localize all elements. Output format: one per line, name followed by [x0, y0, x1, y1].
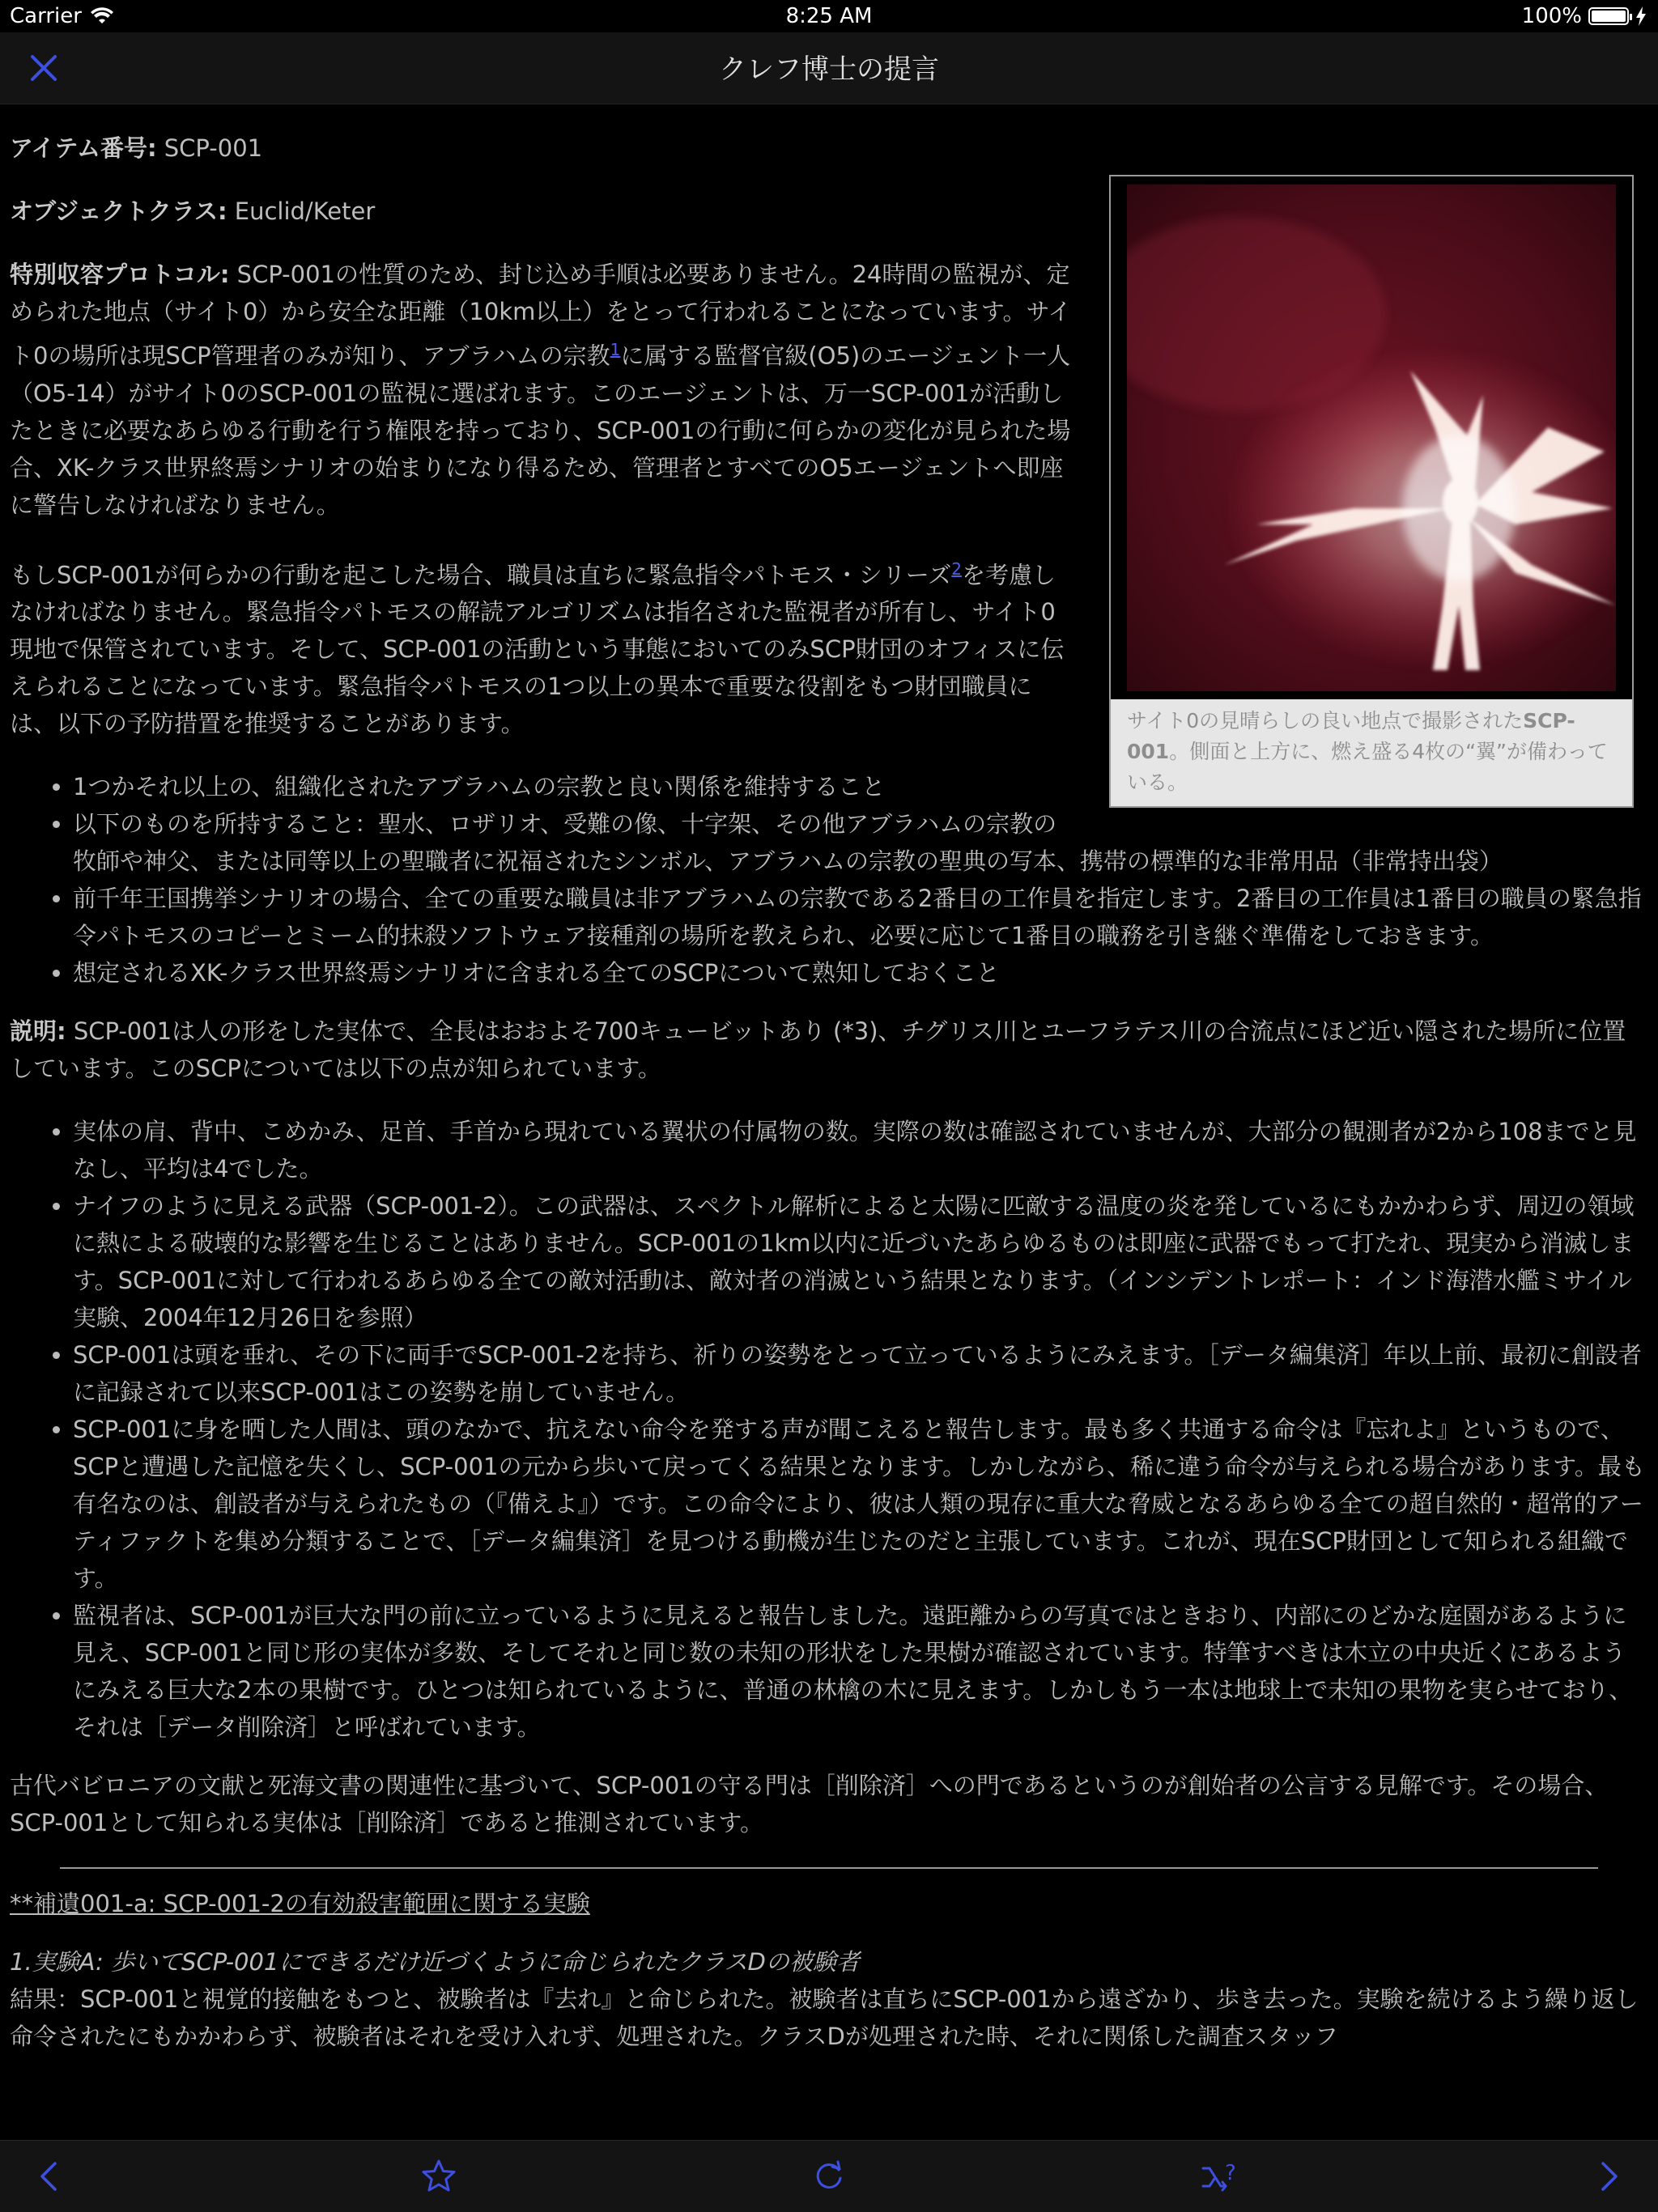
page-title: クレフ博士の提言 — [719, 53, 939, 86]
winged-figure-image — [1127, 185, 1616, 691]
footnote-link-1[interactable]: 1 — [610, 340, 621, 359]
figure-caption: サイト0の見晴らしの良い地点で撮影されたSCP-001。側面と上方に、燃え盛る4枚の“翼”が備わっている。 — [1111, 699, 1632, 806]
random-icon — [1198, 2155, 1240, 2197]
forward-button[interactable] — [1587, 2155, 1629, 2197]
reload-button[interactable] — [808, 2155, 850, 2197]
bottom-toolbar — [0, 2140, 1658, 2212]
carrier-label: Carrier — [10, 4, 82, 28]
footnote-link-2[interactable]: 2 — [951, 558, 963, 579]
article-figure — [1109, 175, 1634, 808]
list-item: • 監視者は、SCP-001が巨大な門の前に立っているように見えると報告しました。遠距離からの写真ではときおり、内部にのどかな庭園があるように見え、SCP-001と同じ形の実体が多数、そしてそれと同じ数の未知の形状をした果樹が確認されています。特筆すべきは木立の中央近くにあるようにみえる巨大な2本の果樹です。ひとつは知られているように、普通の林檎の木に見えます。しかしもう一本は地球上で未知の果物を実らせており、それは［データ削除済］と呼ばれています。 — [73, 1597, 1648, 1746]
section-divider — [60, 1867, 1598, 1869]
status-bar — [0, 0, 1658, 32]
favorite-button[interactable] — [418, 2155, 460, 2197]
object-class: オブジェクトクラス: Euclid/Keter — [10, 197, 376, 225]
list-item: • 1つかそれ以上の、組織化されたアブラハムの宗教と良い関係を維持すること — [73, 768, 1648, 805]
star-icon — [418, 2155, 460, 2197]
back-button[interactable] — [29, 2155, 71, 2197]
status-time: 8:25 AM — [785, 4, 873, 28]
list-item: • 前千年王国携挙シナリオの場合、全ての重要な職員は非アブラハムの宗教である2番目の工作員を指定します。2番目の工作員は1番目の職員の緊急指令パトモスのコピーとミーム的抹殺ソフトウェア接種剤の場所を教えられ、必要に応じて1番目の職務を引き継ぐ準備をしておきます。 — [73, 880, 1648, 954]
patmos-paragraph: もしSCP-001が何らかの行動を起こした場合、職員は直ちに緊急指令パトモス・シリーズ$^2$を考慮しなければなりません。緊急指令パトモスの解読アルゴリズムは指名された監視者が所有し、サイト0現地で保管されています。そして、SCP-001の活動という事態においてのみSCP財団のオフィスに伝えられることになっています。緊急指令パトモスの1つ以上の異本で重要な役割をもつ財団職員には、以下の予防措置を推奨することがあります。 — [10, 558, 1065, 738]
svg-text:?: ? — [1225, 2161, 1236, 2185]
list-item: • 想定されるXK-クラス世界終焉シナリオに含まれる全てのSCPについて熟知しておくこと — [73, 954, 1648, 991]
list-item: • ナイフのように見える武器（SCP-001-2）。この武器は、スペクトル解析によると太陽に匹敵する温度の炎を発しているにもかかわらず、周辺の領域に熱による破壊的な影響を生じることはありません。SCP-001の1km以内に近づいたあらゆるものは即座に武器でもって打たれ、現実から消滅します。SCP-001に対して行われるあらゆる全ての敵対活動は、敵対者の消滅という結果となります。（インシデントレポート：インド海潜水艦ミサイル実験、2004年12月26日を参照） — [73, 1187, 1648, 1336]
list-item: • 実体の肩、背中、こめかみ、足首、手首から現れている翼状の付属物の数。実際の数は確認されていませんが、大部分の観測者が2から108までと見なし、平均は4でした。 — [73, 1113, 1648, 1187]
facts-list — [10, 1113, 1648, 1746]
scp-001-photo — [1127, 185, 1616, 691]
battery-percent: 100% — [1521, 4, 1582, 28]
addendum-title: **補遺001-a: SCP-001-2の有効殺害範囲に関する実験 — [10, 1890, 590, 1918]
item-number: アイテム番号: SCP-001 — [10, 134, 263, 162]
reload-icon — [808, 2155, 850, 2197]
article-scroll-view[interactable] — [0, 104, 1658, 2140]
forward-chevron-icon — [1587, 2155, 1629, 2197]
back-chevron-icon — [29, 2155, 71, 2197]
description: 説明: SCP-001は人の形をした実体で、全長はおおよそ700キュービットあり (*3)、チグリス川とユーフラテス川の合流点にほど近い隠された場所に位置しています。このSCPについては以下の点が知られています。 — [10, 1017, 1626, 1083]
list-item: • SCP-001は頭を垂れ、その下に両手でSCP-001-2を持ち、祈りの姿勢をとって立っているようにみえます。［データ編集済］年以上前、最初に創設者に記録されて以来SCP-001はこの姿勢を崩していません。 — [73, 1336, 1648, 1411]
conclusion-paragraph: 古代バビロニアの文献と死海文書の関連性に基づいて、SCP-001の守る門は［削除済］への門であるというのが創始者の公言する見解です。その場合、SCP-001として知られる実体は［削除済］であると推測されています。 — [10, 1772, 1609, 1837]
random-button[interactable] — [1198, 2155, 1240, 2197]
charging-icon — [1635, 6, 1647, 26]
list-item: • SCP-001に身を晒した人間は、頭のなかで、抗えない命令を発する声が聞こえると報告します。最も多く共通する命令は『忘れよ』というもので、SCPと遭遇した記憶を失くし、SCP-001の元から歩いて戻ってくる結果となります。しかしながら、稀に違う命令が与えられる場合があります。最も有名なのは、創設者が与えられたもの（『備えよ』）です。この命令により、彼は人類の現存に重大な脅威となるあらゆる全ての超自然的・超常的アーティファクトを集め分類することで、［データ編集済］を見つける動機が生じたのだと主張しています。これが、現在SCP財団として知られる組織です。 — [73, 1411, 1648, 1597]
containment-protocol: 特別収容プロトコル: SCP-001の性質のため、封じ込め手順は必要ありません。24時間の監視が、定められた地点（サイト0）から安全な距離（10km以上）をとって行われることになっています。サイト0の場所は現SCP管理者のみが知り、アブラハムの宗教$^1$に属する監督官級(O5)のエージェント一人（O5-14）がサイト0のSCP-001の監視に選ばれます。このエージェントは、万一SCP-001が活動したときに必要なあらゆる行動を行う権限を持っており、SCP-001の行動に何らかの変化が見られた場合、XK-クラス世界終焉シナリオの始まりになり得るため、管理者とすべてのO5エージェントへ即座に警告しなければなりません。 — [10, 261, 1072, 519]
experiment-result: 結果：SCP-001と視覚的接触をもつと、被験者は『去れ』と命じられた。被験者は直ちにSCP-001から遠ざかり、歩き去った。実験を続けるよう繰り返し命令されたにもかかわらず、被験者はそれを受け入れず、処理された。クラスDが処理された時、それに関係した調査スタッフ — [10, 1985, 1639, 2051]
battery-icon — [1588, 7, 1629, 25]
navigation-bar — [0, 32, 1658, 104]
experiment-title: 1.実験A: 歩いてSCP-001にできるだけ近づくように命じられたクラスDの被験者 — [10, 1948, 860, 1976]
list-item: • 以下のものを所持すること：聖水、ロザリオ、受難の像、十字架、その他アブラハムの宗教の牧師や神父、または同等以上の聖職者に祝福されたシンボル、アブラハムの宗教の聖典の写本、携帯の標準的な非常用品（非常持出袋） — [73, 805, 1648, 880]
